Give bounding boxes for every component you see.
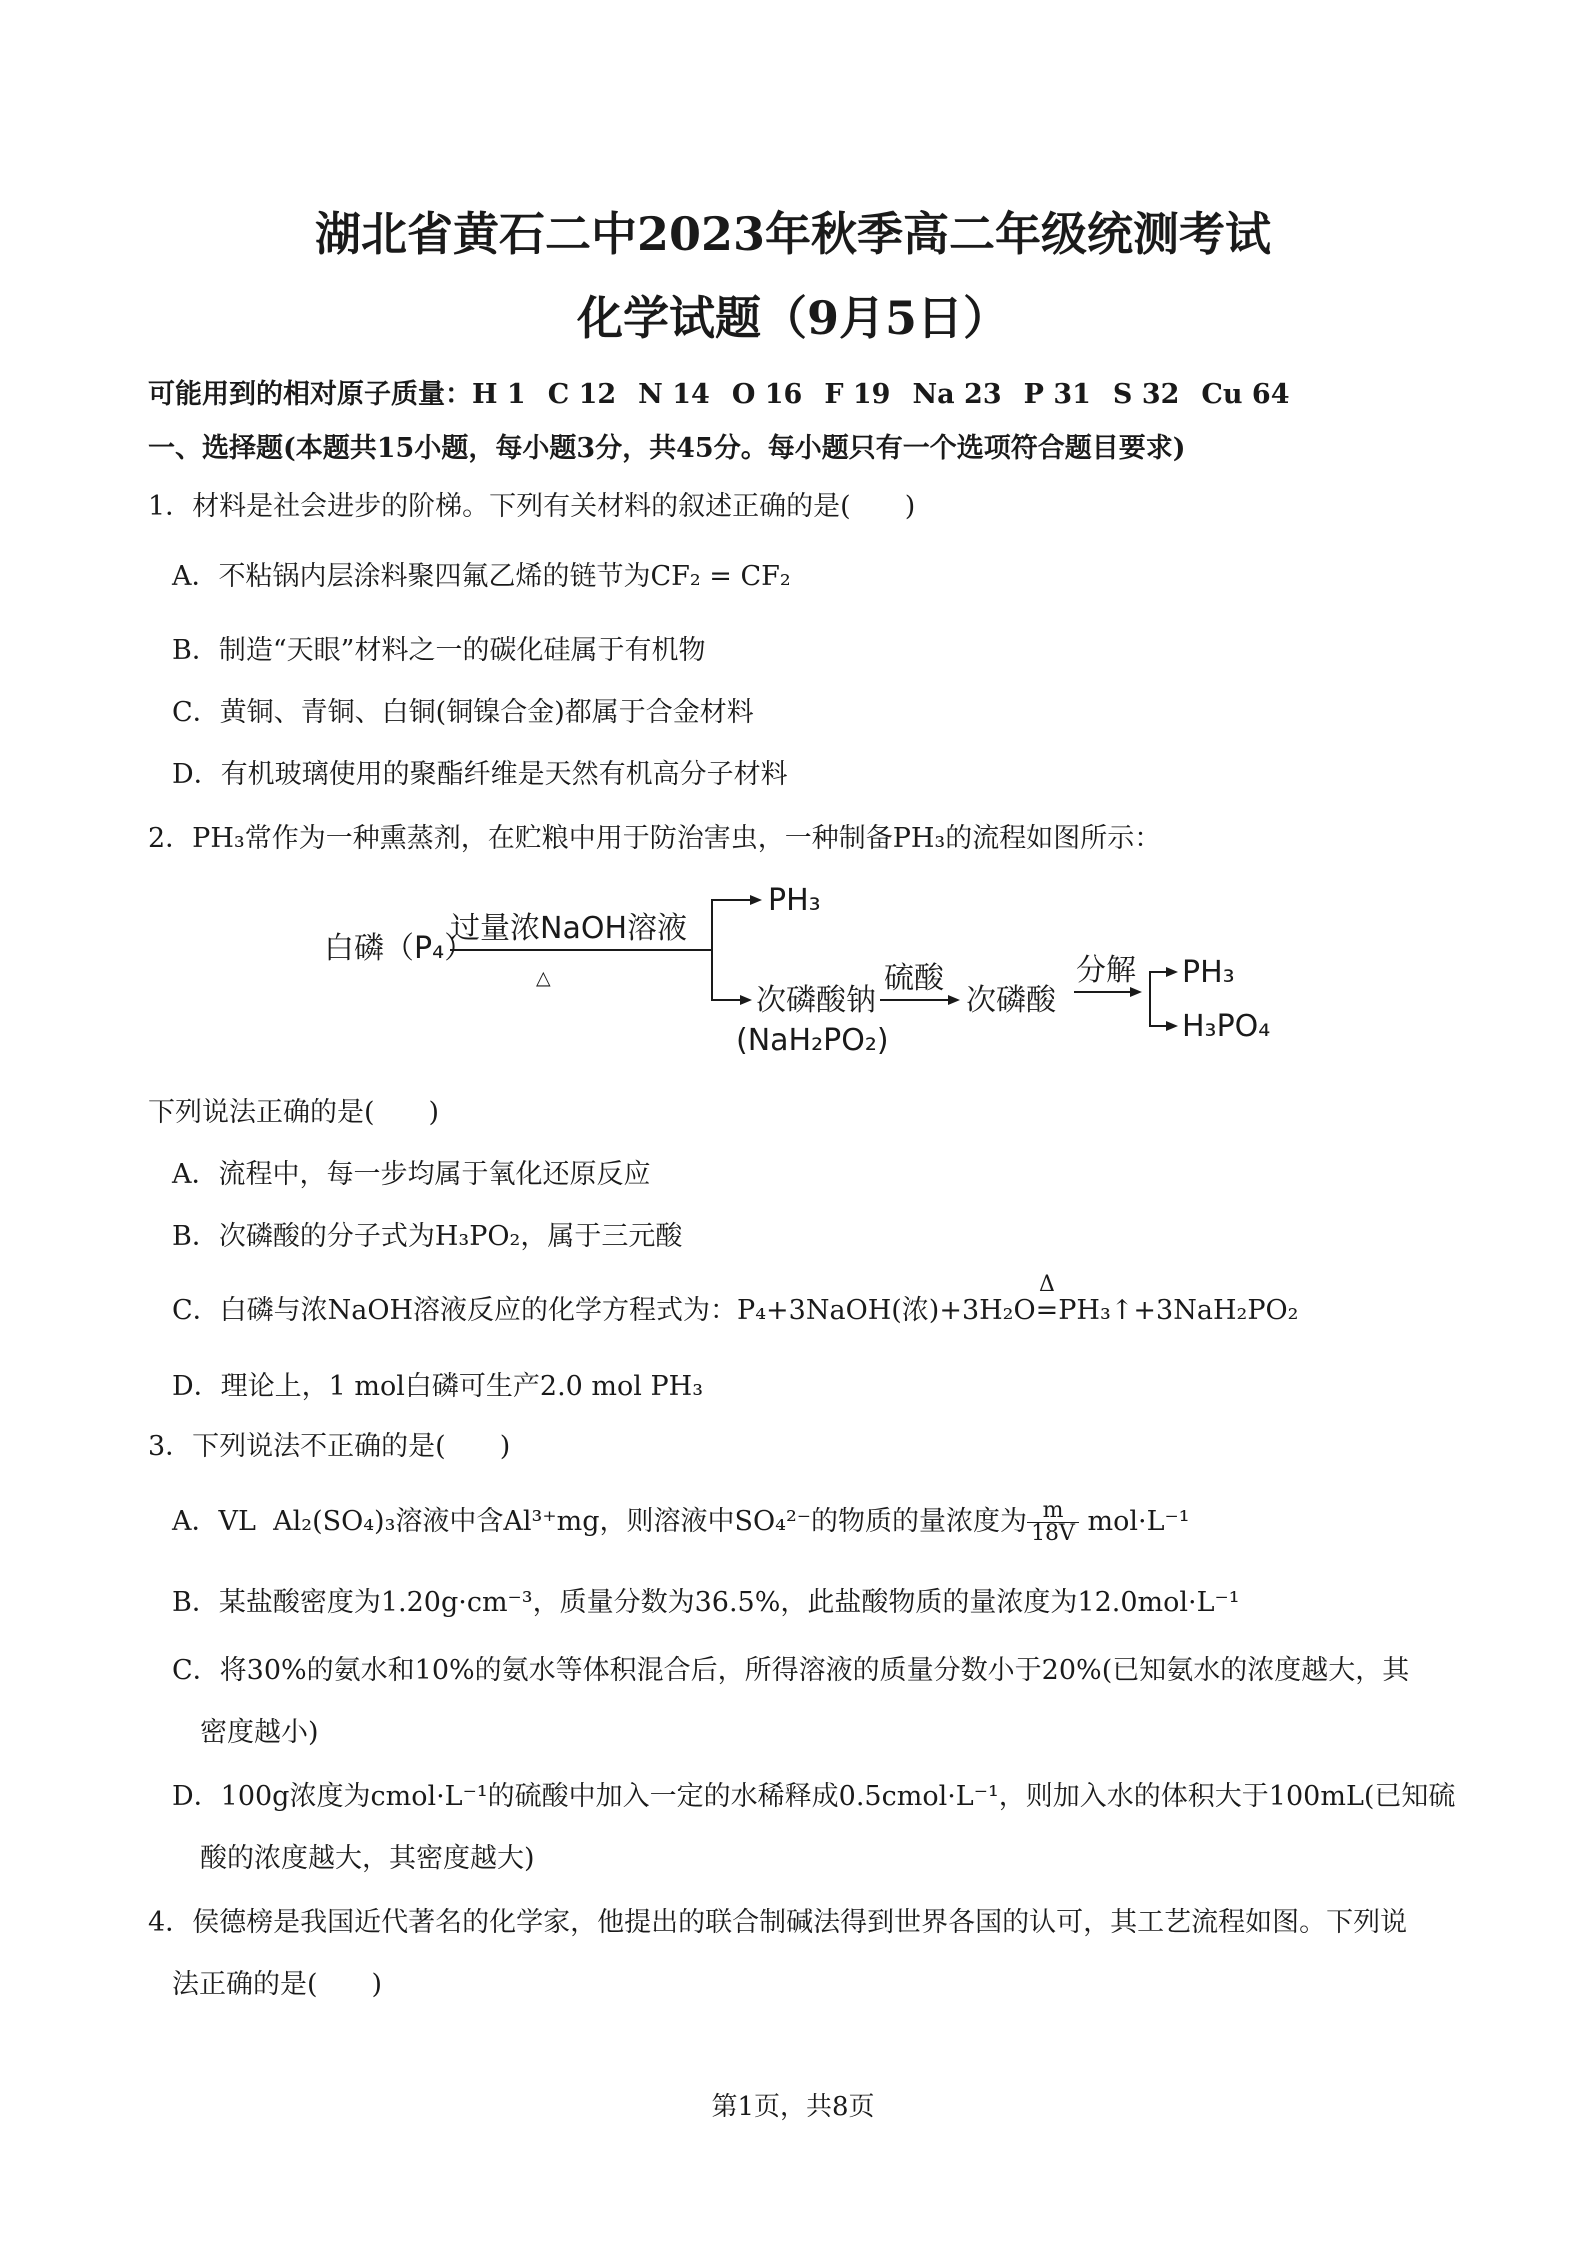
question-3-option-d-line2: 酸的浓度越大，其密度越大) [200,1843,535,1874]
atomic-masses-list [472,379,1312,410]
atomic-mass-item: S 32 [1112,379,1180,410]
question-3-option-a [172,1500,1190,1545]
flow-intermediate: 次磷酸 [966,983,1056,1018]
heating-equals-sign [1035,1272,1059,1328]
arrow-head [1166,1021,1178,1031]
equals-sign: = [1035,1295,1059,1326]
question-1-stem: 1．材料是社会进步的阶梯。下列有关材料的叙述正确的是( ) [148,491,916,522]
flow-reagent-1: 过量浓NaOH溶液 [450,911,687,946]
option-text: C．白磷与浓NaOH溶液反应的化学方程式为：P₄+3NaOH(浓)+3H₂O [172,1295,1036,1326]
atomic-masses-label: 可能用到的相对原子质量： [148,379,472,410]
option-unit: mol·L⁻¹ [1087,1506,1190,1537]
question-3-option-b: B．某盐酸密度为1.20g·cm⁻³，质量分数为36.5%，此盐酸物质的量浓度为12.0mol·L⁻¹ [172,1587,1240,1618]
question-1-option-d: D．有机玻璃使用的聚酯纤维是天然有机高分子材料 [172,759,788,790]
arrow-head [1166,967,1178,977]
atomic-mass-item: N 14 [638,379,710,410]
flow-condition-1: △ [536,967,551,989]
option-formula: CF₂ = CF₂ [650,561,791,592]
arrow-head [750,895,762,905]
question-2-option-a: A．流程中，每一步均属于氧化还原反应 [172,1159,651,1190]
flow-reagent-2: 硫酸 [884,961,944,996]
flow-branch-down [712,950,740,1000]
section-heading: 一、选择题(本题共15小题，每小题3分，共45分。每小题只有一个选项符合题目要求) [148,433,1186,464]
flow-product-2: 次磷酸钠 [756,983,876,1018]
question-3-option-c-line2: 密度越小) [200,1717,319,1748]
atomic-mass-item: P 31 [1023,379,1091,410]
flow-branch-down [1150,992,1166,1026]
question-2-option-c [172,1272,1299,1328]
flow-reagent-3: 分解 [1076,953,1136,988]
exam-subtitle: 化学试题（9月5日） [576,291,1009,345]
fraction-denominator: 18V [1031,1521,1075,1546]
option-products: PH₃↑+3NaH₂PO₂ [1058,1295,1299,1326]
page-footer: 第1页，共8页 [711,2092,875,2122]
concentration-fraction [1027,1500,1079,1545]
question-1-option-c: C．黄铜、青铜、白铜(铜镍合金)都属于合金材料 [172,697,754,728]
arrow-head [1130,987,1142,997]
question-2-option-d: D．理论上，1 mol白磷可生产2.0 mol PH₃ [172,1371,704,1402]
flow-branch-up [712,900,750,950]
flow-product-3: PH₃ [1182,955,1235,990]
process-flow-diagram [300,880,1280,1060]
question-3-option-d-line1: D．100g浓度为cmol·L⁻¹的硫酸中加入一定的水稀释成0.5cmol·L⁻¹，则加入水的体积大于100mL(已知硫 [172,1781,1456,1812]
flow-start: 白磷（P₄） [324,931,475,966]
arrow-head [948,995,960,1005]
flow-product-1: PH₃ [768,883,821,918]
question-2-prompt: 下列说法正确的是( ) [148,1097,440,1128]
flow-product-4: H₃PO₄ [1182,1009,1271,1044]
flow-branch-up [1150,972,1166,1018]
question-4-stem-line2: 法正确的是( ) [172,1969,383,2000]
atomic-masses [148,378,1312,412]
question-4-stem-line1: 4．侯德榜是我国近代著名的化学家，他提出的联合制碱法得到世界各国的认可，其工艺流程如图。下列说 [148,1907,1408,1938]
option-text: 溶液中含Al³⁺mg，则溶液中SO₄²⁻的物质的量浓度为 [395,1506,1028,1537]
atomic-mass-item: H 1 [472,379,526,410]
question-2-stem: 2．PH₃常作为一种熏蒸剂，在贮粮中用于防治害虫，一种制备PH₃的流程如图所示： [148,823,1162,854]
option-prefix: A．VL [172,1506,256,1537]
question-3-stem: 3．下列说法不正确的是( ) [148,1431,511,1462]
question-3-option-c-line1: C．将30%的氨水和10%的氨水等体积混合后，所得溶液的质量分数小于20%(已知氨水的浓度越大，其 [172,1655,1410,1686]
flow-product-2-formula: (NaH₂PO₂) [736,1023,889,1058]
heating-delta: Δ [1039,1272,1055,1297]
atomic-mass-item: Na 23 [912,379,1002,410]
atomic-mass-item: F 19 [824,379,891,410]
question-1-option-b: B．制造“天眼”材料之一的碳化硅属于有机物 [172,635,706,666]
option-text: A．不粘锅内层涂料聚四氟乙烯的链节为 [172,561,651,592]
atomic-mass-item: C 12 [547,379,617,410]
exam-title: 湖北省黄石二中2023年秋季高二年级统测考试 [314,207,1272,261]
fraction-numerator: m [1027,1500,1079,1523]
question-2-option-b: B．次磷酸的分子式为H₃PO₂，属于三元酸 [172,1221,683,1252]
question-1-option-a [172,560,791,594]
arrow-head [740,995,752,1005]
atomic-mass-item: O 16 [731,379,803,410]
option-formula: Al₂(SO₄)₃ [273,1506,396,1537]
atomic-mass-item: Cu 64 [1201,379,1290,410]
